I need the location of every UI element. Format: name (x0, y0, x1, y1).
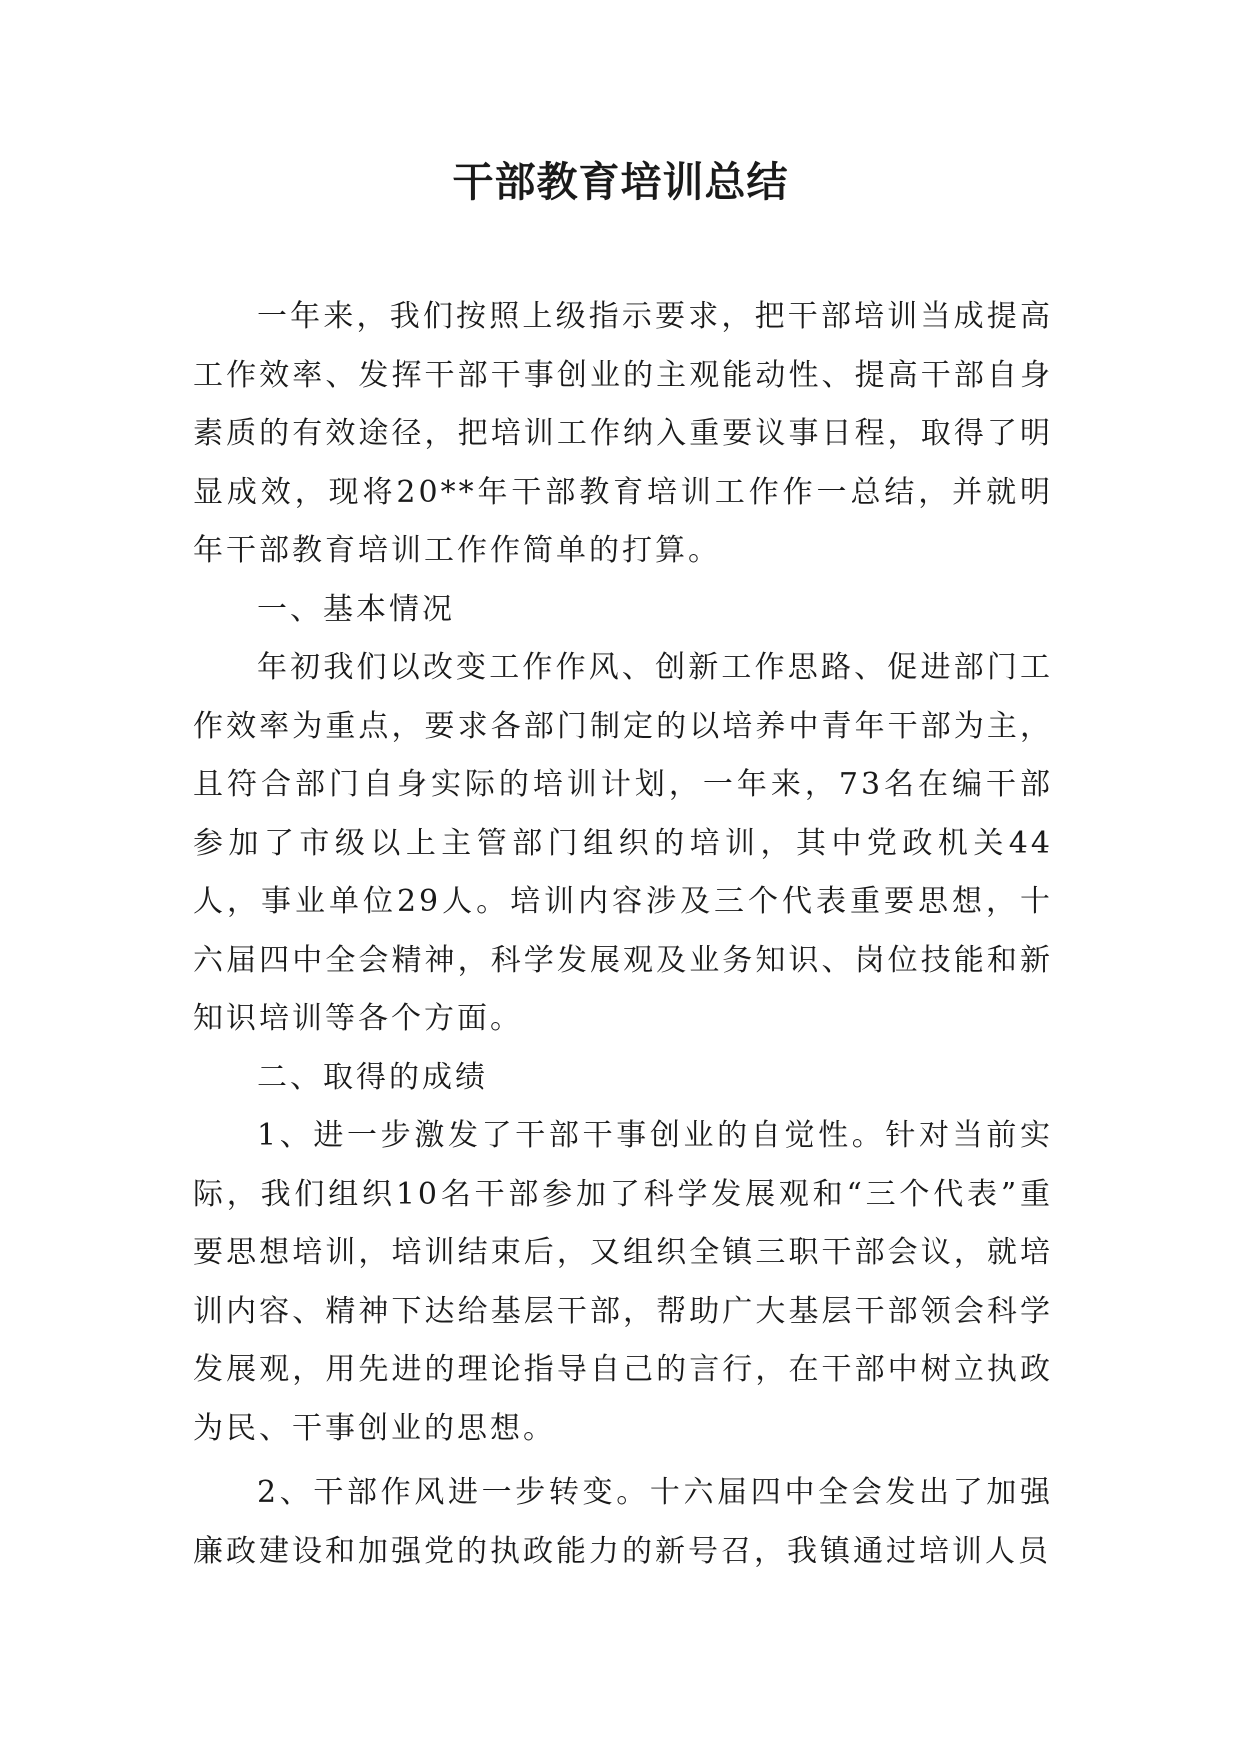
section-heading-basic-situation: 一、基本情况 (257, 591, 455, 627)
basic-situation-paragraph: 年初我们以改变工作作风、创新工作思路、促进部门工作效率为重点，要求各部门制定的以培养中青年干部为主，且符合部门自身实际的培训计划，一年来，73名在编干部参加了市级以上主管部门组织的培训，其中党政机关44人，事业单位29人。培训内容涉及三个代表重要思想，十六届四中全会精神，科学发展观及业务知识、岗位技能和新知识培训等各个方面。 (193, 650, 1053, 1036)
document-title: 干部教育培训总结 (452, 158, 789, 206)
achievement-paragraph-2: 2、干部作风进一步转变。十六届四中全会发出了加强廉政建设和加强党的执政能力的新号召，我镇通过培训人员 (193, 1475, 1053, 1569)
section-heading-achievements: 二、取得的成绩 (257, 1059, 488, 1095)
document-body (193, 288, 1053, 1581)
achievement-paragraph-1: 1、进一步激发了干部干事创业的自觉性。针对当前实际，我们组织10名干部参加了科学发展观和“三个代表”重要思想培训，培训结束后，又组织全镇三职干部会议，就培训内容、精神下达给基层干部，帮助广大基层干部领会科学发展观，用先进的理论指导自己的言行，在干部中树立执政为民、干事创业的思想。 (193, 1118, 1053, 1446)
intro-paragraph: 一年来，我们按照上级指示要求，把干部培训当成提高工作效率、发挥干部干事创业的主观能动性、提高干部自身素质的有效途径，把培训工作纳入重要议事日程，取得了明显成效，现将20**年干部教育培训工作作一总结，并就明年干部教育培训工作作简单的打算。 (193, 299, 1053, 568)
